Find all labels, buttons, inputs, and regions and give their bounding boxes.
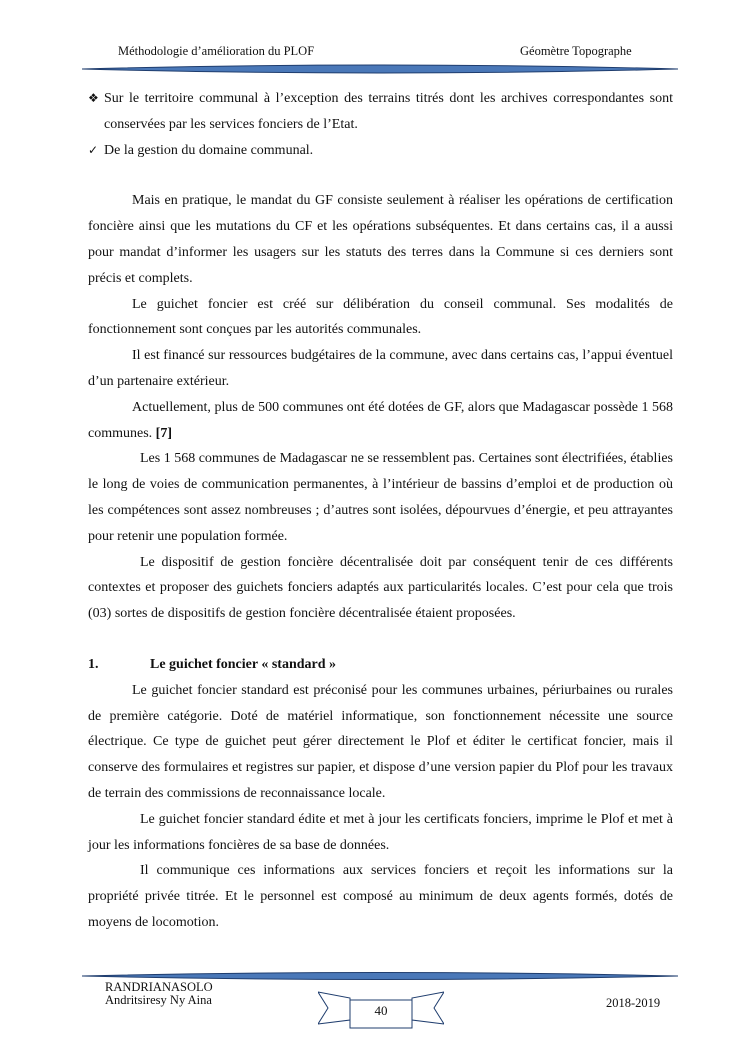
paragraph-with-citation bbox=[88, 395, 673, 447]
paragraph: Les 1 568 communes de Madagascar ne se ressemblent pas. Certaines sont électrifiées, établies le long de voies de communication permanentes, à l’intérieur de bassins d’emploi et de production où les compétences sont assez nombreuses ; d’autres sont isolées, dépourvues d’énergie, et peu attrayantes pour retenir une population formée. bbox=[88, 451, 673, 544]
bullet-text: Sur le territoire communal à l’exception des terrains titrés dont les archives correspondantes sont conservées par les services fonciers de l’Etat. bbox=[104, 91, 673, 132]
author-given-names: Andritsiresy Ny Aina bbox=[105, 993, 212, 1007]
checkmark-icon: ✓ bbox=[88, 142, 99, 157]
paragraph: Le guichet foncier est créé sur délibération du conseil communal. Ses modalités de fonctionnement sont conçues par les autorités communales. bbox=[88, 296, 673, 338]
paragraph: Le guichet foncier standard édite et met à jour les certificats fonciers, imprime le Plof et met à jour les informations foncières de sa base de données. bbox=[88, 811, 673, 853]
footer-year: 2018-2019 bbox=[606, 996, 661, 1010]
bullet-text: De la gestion du domaine communal. bbox=[104, 142, 314, 158]
spacer bbox=[88, 163, 673, 188]
paragraph: Il communique ces informations aux services fonciers et reçoit les informations sur la propriété privée titrée. Et le personnel est composé au minimum de deux agents formés, dotés de moyens de locomotion. bbox=[88, 863, 673, 930]
paragraph: Il est financé sur ressources budgétaires de la commune, avec dans certains cas, l’appui éventuel d’un partenaire extérieur. bbox=[88, 348, 673, 389]
paragraph: Mais en pratique, le mandat du GF consiste seulement à réaliser les opérations de certification foncière ainsi que les mutations du CF et les opérations subséquentes. Et dans certains cas, il a aussi pour mandat d’informer les usagers sur les statuts des terres dans la Commune si ces derniers sont précis et complets. bbox=[88, 193, 673, 286]
header-title: Méthodologie d’amélioration du PLOF bbox=[118, 44, 315, 58]
header-subtitle: Géomètre Topographe bbox=[520, 44, 632, 58]
paragraph-text: Actuellement, plus de 500 communes ont été dotées de GF, alors que Madagascar possède 1 568 communes. bbox=[88, 399, 673, 441]
author-surname: RANDRIANASOLO bbox=[105, 980, 213, 994]
bullet-item bbox=[88, 138, 673, 164]
page-content bbox=[88, 86, 673, 936]
page-number: 40 bbox=[374, 1003, 388, 1018]
footer-author bbox=[105, 981, 213, 1007]
section-title: Le guichet foncier « standard » bbox=[150, 656, 337, 672]
section-number: 1. bbox=[88, 656, 99, 672]
header-rule bbox=[80, 62, 680, 76]
section-heading bbox=[88, 652, 673, 678]
bullet-item bbox=[88, 86, 673, 138]
paragraph: Le guichet foncier standard est préconisé pour les communes urbaines, périurbaines ou rurales de première catégorie. Doté de matériel informatique, son fonctionnement nécessite une source électrique. Ce type de guichet peut gérer directement le Plof et éditer le certificat foncier, mais il conserve des formulaires et registres sur papier, et dispose d’une version papier du Plof pour les travaux de terrain des commissions de reconnaissance locale. bbox=[88, 682, 673, 801]
citation: [7] bbox=[155, 425, 172, 441]
diamond-bullet-icon: ❖ bbox=[88, 91, 99, 105]
paragraph: Le dispositif de gestion foncière décentralisée doit par conséquent tenir de ces différents contextes et proposer des guichets fonciers adaptés aux particularités locales. C’est pour cela que trois (03) sortes de dispositifs de gestion foncière décentralisée étaient proposées. bbox=[88, 554, 673, 622]
spacer bbox=[88, 627, 673, 652]
